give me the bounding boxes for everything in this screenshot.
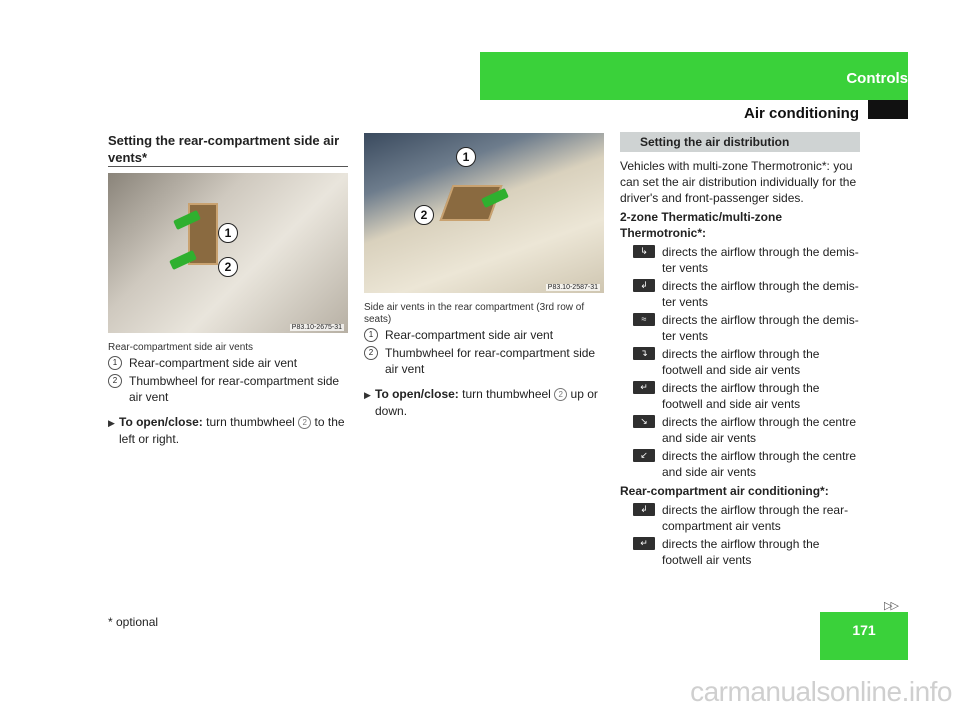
airflow-footwell-right-icon: ↵: [633, 381, 655, 394]
section-banner-title: Setting the air distribution: [640, 135, 790, 149]
air-item-text: directs the airflow through the rear-compartment air vents: [662, 503, 849, 533]
air-item-text: directs the airflow through the centre and side air vents: [662, 415, 857, 445]
instruction-label: To open/close:: [119, 415, 203, 429]
instruction-ref: 2: [554, 388, 567, 401]
air-item-text: directs the airflow through the footwell and side air vents: [662, 381, 820, 411]
airflow-windscreen-icon: ↳: [633, 245, 655, 258]
legend-item: [108, 355, 348, 371]
page-number: 171: [852, 622, 876, 638]
rear-side-vent-photo: [108, 173, 348, 333]
legend-number: 2: [108, 374, 122, 388]
air-item-text: directs the airflow through the demis-ter vents: [662, 245, 859, 275]
legend-text: Thumbwheel for rear-compartment side air vent: [385, 346, 596, 376]
air-item: [620, 380, 860, 412]
zone-heading: 2-zone Thermatic/multi-zone Thermotronic*:: [620, 210, 783, 240]
air-item: [620, 278, 860, 310]
header-section-bar: [480, 52, 908, 100]
air-item: [620, 346, 860, 378]
instruction-text: [119, 414, 348, 448]
callout-2: 2: [218, 257, 238, 277]
instruction-post: up or down.: [375, 387, 598, 418]
airflow-arrow-icon: [169, 250, 197, 270]
legend-text: Rear-compartment side air vent: [385, 328, 554, 342]
instruction-label: To open/close:: [375, 387, 459, 401]
instruction-pre: turn thumbwheel: [458, 387, 555, 401]
air-distribution-content: [620, 158, 860, 568]
photo-code: P83.10-2675-31: [291, 324, 342, 331]
legend-number: 1: [364, 328, 378, 342]
airflow-rear-icon: ↲: [633, 503, 655, 516]
instruction-arrow-icon: ▶: [364, 390, 371, 400]
instruction: [364, 386, 604, 420]
rear-side-vents-heading: Setting the rear-compartment side air vents*: [108, 133, 340, 165]
intro-paragraph: Vehicles with multi-zone Thermotronic*: you can set the air distribution individually for the driver's and front-passenger sides.: [620, 159, 857, 205]
air-item-text: directs the airflow through the footwell and side air vents: [662, 347, 820, 377]
third-row-side-vent-photo: [364, 133, 604, 293]
continued-marker: ▷▷: [884, 600, 897, 612]
legend-text: Thumbwheel for rear-compartment side air vent: [129, 374, 340, 404]
instruction: [108, 414, 348, 448]
legend-list: [364, 327, 604, 377]
callout-1: 1: [456, 147, 476, 167]
airflow-windscreen-right-icon: ↲: [633, 279, 655, 292]
air-item-text: directs the airflow through the demis-ter vents: [662, 279, 859, 309]
airflow-footwell-icon: ↴: [633, 347, 655, 360]
airflow-centre-right-icon: ↙: [633, 449, 655, 462]
watermark: carmanualsonline.info: [690, 676, 952, 707]
airflow-rear-footwell-icon: ↵: [633, 537, 655, 550]
rear-heading: Rear-compartment air conditioning*:: [620, 484, 829, 498]
air-item-text: directs the airflow through the footwell air vents: [662, 537, 820, 567]
air-item: [620, 414, 860, 446]
instruction-pre: turn thumbwheel: [202, 415, 299, 429]
section-title: Controls: [846, 70, 908, 87]
airflow-defrost-icon: ≈: [633, 313, 655, 326]
airflow-centre-icon: ↘: [633, 415, 655, 428]
photo-caption: Rear-compartment side air vents: [108, 342, 254, 353]
photo-code: P83.10-2587-31: [547, 284, 598, 291]
air-item-text: directs the airflow through the centre and side air vents: [662, 449, 857, 479]
air-item-text: directs the airflow through the demis-ter vents: [662, 313, 859, 343]
legend-list: [108, 355, 348, 405]
instruction-arrow-icon: ▶: [108, 418, 115, 428]
legend-number: 1: [108, 356, 122, 370]
legend-number: 2: [364, 346, 378, 360]
air-item: [620, 312, 860, 344]
legend-item: [364, 327, 604, 343]
legend-item: [364, 345, 604, 377]
instruction-post: to the left or right.: [119, 415, 345, 446]
header-tab-marker: [868, 100, 908, 119]
photo-caption: Side air vents in the rear compartment (3rd row of seats): [364, 302, 585, 325]
air-item: [620, 536, 860, 568]
legend-text: Rear-compartment side air vent: [129, 356, 298, 370]
callout-2: 2: [414, 205, 434, 225]
instruction-text: [375, 386, 604, 420]
legend-item: [108, 373, 348, 405]
heading-divider: [108, 166, 348, 167]
air-item: [620, 448, 860, 480]
air-item: [620, 244, 860, 276]
air-item: [620, 502, 860, 534]
page-title: Air conditioning: [744, 105, 859, 122]
callout-1: 1: [218, 223, 238, 243]
instruction-ref: 2: [298, 416, 311, 429]
footnote: * optional: [108, 615, 159, 629]
